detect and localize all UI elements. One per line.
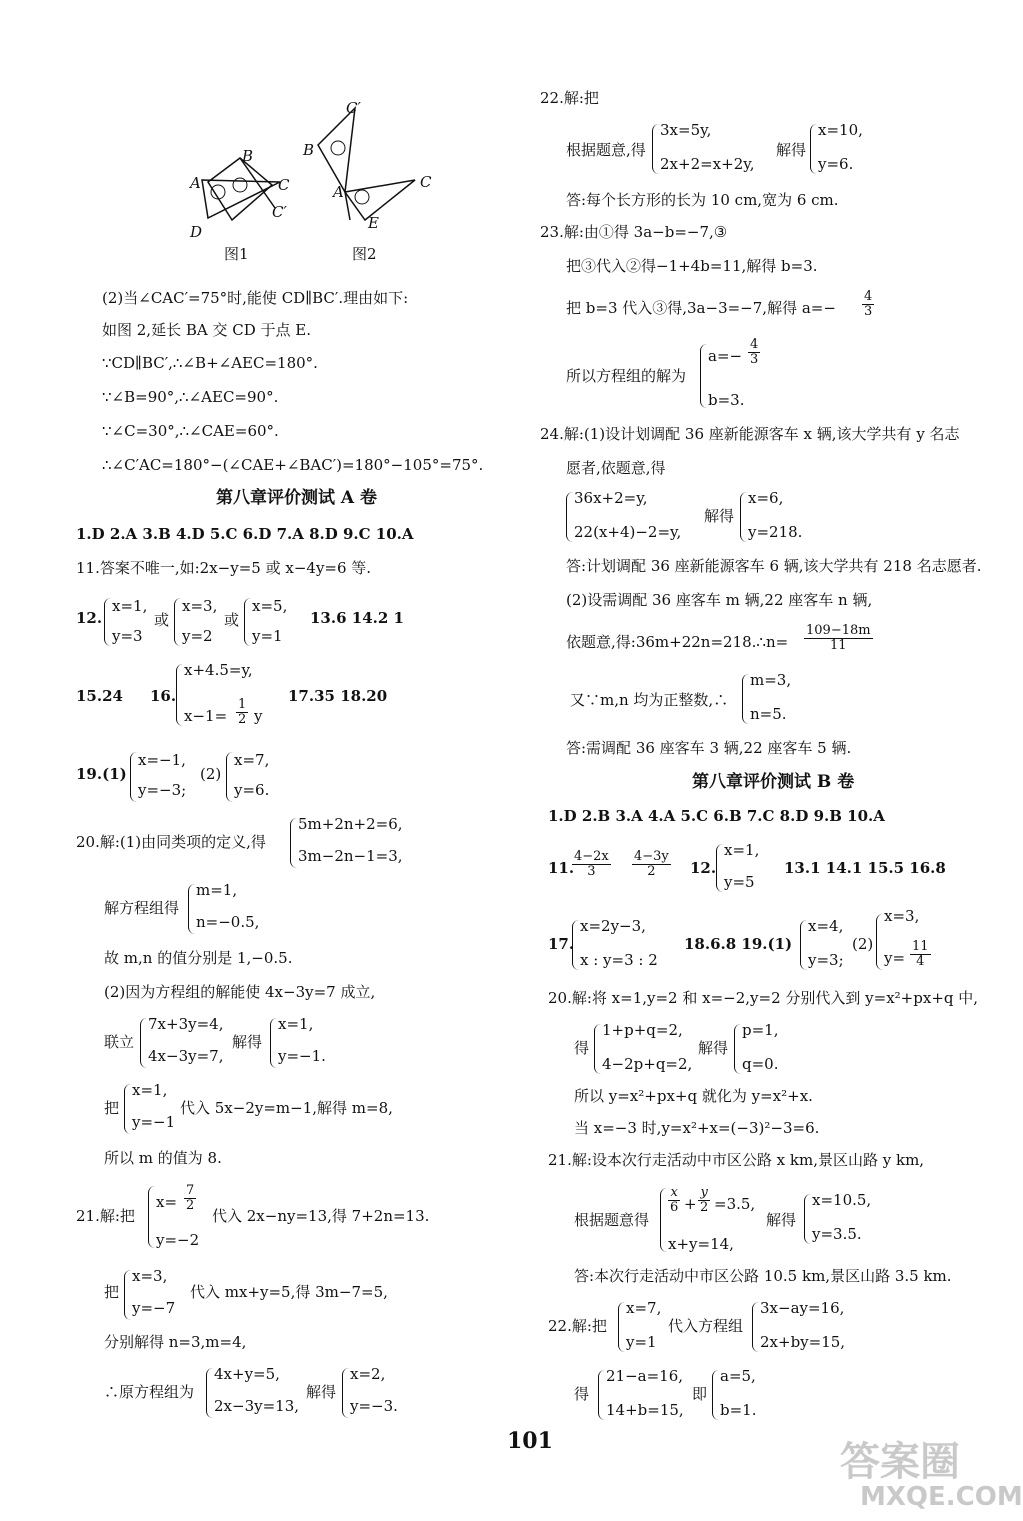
sys-line: y=−7: [132, 1299, 176, 1317]
plus-sign: +: [684, 1195, 697, 1213]
sys-line: x=1,: [132, 1081, 168, 1099]
proof-line-5: ∵∠C=30°,∴∠CAE=60°.: [102, 422, 279, 440]
sys-line: 21−a=16,: [606, 1367, 684, 1385]
r-q21b: 根据题意得: [574, 1211, 650, 1229]
sys-line: x=3,: [132, 1267, 168, 1285]
sys-line: x=7,: [234, 751, 270, 769]
sys-line: 2x+2=x+2y,: [660, 155, 755, 173]
answer-a-11: 11.答案不唯一,如:2x−y=5 或 x−4y=6 等.: [76, 559, 372, 577]
fig2-label-c: C: [420, 173, 432, 191]
brace: [140, 1018, 147, 1068]
brace: [124, 1270, 131, 1320]
sys-line: 2x+by=15,: [760, 1333, 846, 1351]
brace: [206, 1368, 213, 1418]
answer-a-16-num: 16.: [150, 687, 177, 705]
sys-line: x=: [156, 1193, 178, 1211]
r-q24f: 又∵m,n 均为正整数,∴: [570, 691, 729, 709]
r-q20: 20.解:将 x=1,y=2 和 x=−2,y=2 分别代入到 y=x²+px+q 中,: [548, 989, 979, 1007]
watermark-url: MXQE.COM: [860, 1482, 1023, 1512]
r-q24e: 依题意,得:36m+22n=218.∴n=: [566, 633, 789, 651]
sys-line: =3.5,: [714, 1195, 756, 1213]
brace: [124, 1084, 131, 1134]
sys-line: x=5,: [252, 597, 288, 615]
fraction: $\frac{11}{4}$: [912, 939, 929, 969]
r-q24d: (2)设需调配 36 座客车 m 辆,22 座客车 n 辆,: [566, 591, 873, 609]
fig1-caption: 图1: [224, 245, 249, 263]
sys-line: y=: [884, 949, 906, 967]
sys-line: x=3,: [884, 907, 920, 925]
sys-line: b=3.: [708, 391, 745, 409]
q20a-t2: (2)因为方程组的解能使 4x−3y=7 成立,: [104, 983, 376, 1001]
r-q21c: 答:本次行走活动中市区公路 10.5 km,景区山路 3.5 km.: [574, 1267, 952, 1285]
fig2-label-e: E: [368, 214, 379, 232]
sys-line: y=−2: [156, 1231, 200, 1249]
brace: [660, 1188, 667, 1252]
brace: [716, 844, 723, 892]
answer-a-15: 15.24: [76, 687, 123, 705]
sys-line: y=5: [724, 873, 755, 891]
q20a-t3: 代入 5x−2y=m−1,解得 m=8,: [180, 1099, 393, 1117]
brace: [752, 1302, 759, 1352]
sys-line: 2x−3y=13,: [214, 1397, 300, 1415]
r-q22j: 解得: [776, 141, 807, 159]
answers-b-13-16: 13.1 14.1 15.5 16.8: [784, 859, 946, 877]
sys-line: y=1: [252, 627, 283, 645]
sys-line: x+4.5=y,: [184, 661, 253, 679]
fraction: $\frac{4-2x}{3}$: [574, 849, 609, 879]
brace: [188, 884, 195, 934]
brace: [598, 1370, 605, 1420]
watermark: 答案圈: [840, 1438, 960, 1485]
proof-line-4: ∵∠B=90°,∴∠AEC=90°.: [102, 388, 279, 406]
fraction: $\frac{x}{6}$: [670, 1185, 679, 1215]
q21a-t4: ∴原方程组为: [104, 1383, 195, 1401]
fraction: $\frac{7}{2}$: [186, 1183, 195, 1213]
sys-line: y=3: [112, 627, 143, 645]
sys-line: 7x+3y=4,: [148, 1015, 224, 1033]
q21a-t1: 代入 2x−ny=13,得 7+2n=13.: [212, 1207, 430, 1225]
sys-line: y=2: [182, 627, 213, 645]
sys-line: y=218.: [748, 523, 803, 541]
q20a-solve: 解方程组得: [104, 899, 180, 917]
answer-b-11-num: 11.: [548, 859, 575, 877]
sys-line: x : y=3 : 2: [580, 951, 658, 969]
brace: [740, 492, 747, 542]
brace: [174, 598, 181, 646]
section-title-a: 第八章评价测试 A 卷: [216, 488, 378, 508]
sys-line: x=6,: [748, 489, 784, 507]
brace: [572, 920, 579, 970]
r-q24b: 愿者,依题意,得: [566, 459, 666, 477]
or-text: 或: [224, 611, 240, 629]
brace: [148, 1186, 155, 1248]
sys-line: x=1,: [278, 1015, 314, 1033]
brace: [742, 674, 749, 724]
fraction: $\frac{4}{3}$: [864, 289, 873, 319]
sys-line: 4x−3y=7,: [148, 1047, 224, 1065]
q20a-t4: 所以 m 的值为 8.: [104, 1149, 222, 1167]
proof-line-2: 如图 2,延长 BA 交 CD 于点 E.: [102, 321, 311, 339]
brace: [810, 124, 817, 174]
fraction: $\frac{1}{2}$: [238, 697, 247, 727]
brace: [712, 1370, 719, 1420]
q20a-head: 20.解:(1)由同类项的定义,得: [76, 833, 266, 851]
r-q20b: 所以 y=x²+px+q 就化为 y=x²+x.: [574, 1087, 813, 1105]
brace: [734, 1024, 741, 1074]
brace: [176, 664, 183, 726]
sys-line: y=−1: [132, 1113, 176, 1131]
sys-line: 3x=5y,: [660, 121, 712, 139]
sys-line: x=1,: [724, 841, 760, 859]
proof-line-1: (2)当∠CAC′=75°时,能使 CD∥BC′.理由如下:: [102, 289, 409, 307]
sys-line: x+y=14,: [668, 1235, 734, 1253]
sys-line: x−1=: [184, 707, 228, 725]
sys-line: p=1,: [742, 1021, 779, 1039]
sys-line: 5m+2n+2=6,: [298, 815, 403, 833]
answers-b-1-10: 1.D 2.B 3.A 4.A 5.C 6.B 7.C 8.D 9.B 10.A: [548, 807, 885, 825]
r-q23d: 所以方程组的解为: [566, 367, 687, 385]
answers-b-18-19: 18.6.8 19.(1): [684, 935, 793, 953]
sys-line: m=3,: [750, 671, 792, 689]
answer-b-12-num: 12.: [690, 859, 717, 877]
q20a-ba: 把: [104, 1099, 120, 1117]
sys-line: y=6.: [234, 781, 270, 799]
q21a-head: 21.解:把: [76, 1207, 135, 1225]
answer-a-13-14: 13.6 14.2 1: [310, 609, 404, 627]
fig2-caption: 图2: [352, 245, 377, 263]
sys-line: n=5.: [750, 705, 787, 723]
sys-line: m=1,: [196, 881, 238, 899]
fig1-label-a: A: [190, 174, 201, 192]
r-q23b: 把③代入②得−1+4b=11,解得 b=3.: [566, 257, 818, 275]
r-q20de: 得: [574, 1039, 590, 1057]
sys-line: 1+p+q=2,: [602, 1021, 683, 1039]
r-q24: 24.解:(1)设计划调配 36 座新能源客车 x 辆,该大学共有 y 名志: [540, 425, 960, 443]
brace: [618, 1302, 625, 1352]
q20a-t1: 故 m,n 的值分别是 1,−0.5.: [104, 949, 293, 967]
r-q22: 22.解:把: [540, 89, 599, 107]
proof-line-6: ∴∠C′AC=180°−(∠CAE+∠BAC′)=180°−105°=75°.: [102, 456, 484, 474]
brace: [876, 914, 883, 970]
brace: [652, 124, 659, 174]
sys-line: x=4,: [808, 917, 844, 935]
brace: [800, 920, 807, 970]
r-q22bt: 代入方程组: [668, 1317, 744, 1335]
fig2-label-b: B: [303, 141, 315, 159]
brace: [594, 1024, 601, 1074]
fig1-label-c: C: [278, 176, 290, 194]
brace: [290, 818, 297, 868]
sys-line: x=3,: [182, 597, 218, 615]
sys-line: y=−1.: [278, 1047, 326, 1065]
sys-line: x=2,: [350, 1365, 386, 1383]
fig2-label-a: A: [333, 183, 344, 201]
sys-line: b=1.: [720, 1401, 757, 1419]
sys-line: x=−1,: [138, 751, 186, 769]
answer-a-17-18: 17.35 18.20: [288, 687, 388, 705]
proof-line-3: ∵CD∥BC′,∴∠B+∠AEC=180°.: [102, 354, 318, 372]
sys-line: y=1: [626, 1333, 657, 1351]
brace: [244, 598, 251, 646]
sys-line: x=2y−3,: [580, 917, 646, 935]
r-q22b: 根据题意,得: [566, 141, 646, 159]
brace: [226, 752, 233, 802]
r-q20j: 解得: [698, 1039, 729, 1057]
sys-line: 14+b=15,: [606, 1401, 684, 1419]
answer-a-19-num: 19.(1): [76, 765, 127, 783]
brace: [130, 752, 137, 802]
part-label: (2): [852, 935, 874, 953]
answer-a-12-num: 12.: [76, 609, 103, 627]
part-label: (2): [200, 765, 222, 783]
r-q22bji: 即: [692, 1385, 708, 1403]
q20a-lian: 联立: [104, 1033, 135, 1051]
sys-line: 3m−2n−1=3,: [298, 847, 403, 865]
brace: [566, 492, 573, 542]
sys-line: y=3;: [808, 951, 844, 969]
section-title-b: 第八章评价测试 B 卷: [692, 772, 855, 792]
brace: [270, 1018, 277, 1068]
sys-line: 4−2p+q=2,: [602, 1055, 693, 1073]
sys-line: y=−3.: [350, 1397, 398, 1415]
brace: [104, 598, 111, 646]
r-q22b-head: 22.解:把: [548, 1317, 607, 1335]
sys-line: q=0.: [742, 1055, 779, 1073]
fraction: $\frac{y}{2}$: [700, 1185, 709, 1215]
brace: [700, 344, 707, 408]
sys-line: 4x+y=5,: [214, 1365, 280, 1383]
sys-line: y=3.5.: [812, 1225, 862, 1243]
r-q22bde: 得: [574, 1385, 590, 1403]
r-q21: 21.解:设本次行走活动中市区公路 x km,景区山路 y km,: [548, 1151, 925, 1169]
r-q24j: 解得: [704, 507, 735, 525]
fraction: $\frac{109-18m}{11}$: [806, 623, 871, 653]
r-q23: 23.解:由①得 3a−b=−7,③: [540, 223, 728, 241]
sys-line: 36x+2=y,: [574, 489, 648, 507]
r-q20c: 当 x=−3 时,y=x²+x=(−3)²−3=6.: [574, 1119, 820, 1137]
fraction: $\frac{4-3y}{2}$: [634, 849, 669, 879]
fraction: $\frac{4}{3}$: [750, 337, 759, 367]
r-q24g: 答:需调配 36 座客车 3 辆,22 座客车 5 辆.: [566, 739, 852, 757]
r-q21j: 解得: [766, 1211, 797, 1229]
fig2-label-c-prime: C′: [346, 99, 361, 117]
sys-line: x=7,: [626, 1299, 662, 1317]
sys-line: 3x−ay=16,: [760, 1299, 845, 1317]
q20a-jie: 解得: [232, 1033, 263, 1051]
brace: [342, 1368, 349, 1418]
sys-line: y=6.: [818, 155, 854, 173]
fig1-label-d: D: [190, 223, 203, 241]
r-q23c: 把 b=3 代入③得,3a−3=−7,解得 a=−: [566, 299, 836, 317]
q21a-ba: 把: [104, 1283, 120, 1301]
r-q24c: 答:计划调配 36 座新能源客车 6 辆,该大学共有 218 名志愿者.: [566, 557, 982, 575]
sys-line: x=10.5,: [812, 1191, 872, 1209]
sys-line: a=5,: [720, 1367, 756, 1385]
answers-a-1-10: 1.D 2.A 3.B 4.D 5.C 6.D 7.A 8.D 9.C 10.A: [76, 525, 414, 543]
brace: [804, 1194, 811, 1244]
fig1-label-c-prime: C′: [272, 203, 287, 221]
q21a-t3: 分别解得 n=3,m=4,: [104, 1333, 247, 1351]
fig1-label-b: B: [242, 147, 254, 165]
figure-2: [310, 100, 430, 230]
or-text: 或: [154, 611, 170, 629]
sys-line: y=−3;: [138, 781, 187, 799]
page-number: 101: [507, 1428, 553, 1454]
sys-line: a=−: [708, 347, 743, 365]
sys-line: 22(x+4)−2=y,: [574, 523, 682, 541]
var-y: y: [254, 707, 263, 725]
q21a-jie: 解得: [306, 1383, 337, 1401]
answer-b-17-num: 17.: [548, 935, 575, 953]
sys-line: x=1,: [112, 597, 148, 615]
sys-line: x=10,: [818, 121, 863, 139]
r-q22c: 答:每个长方形的长为 10 cm,宽为 6 cm.: [566, 191, 839, 209]
sys-line: n=−0.5,: [196, 913, 260, 931]
q21a-t2: 代入 mx+y=5,得 3m−7=5,: [190, 1283, 388, 1301]
